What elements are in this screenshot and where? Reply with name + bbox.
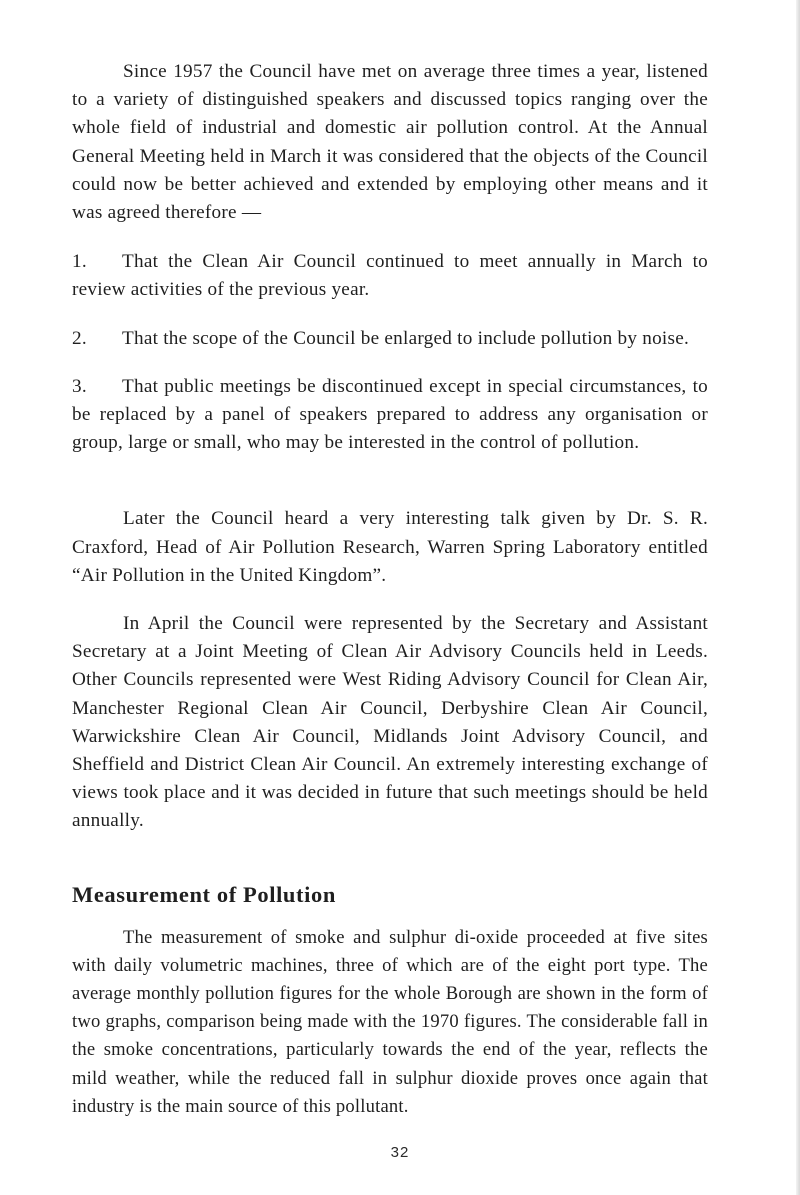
list-item-text: That public meetings be discontinued except in special circumstances, to be replaced by a panel of speakers prepared to address any organisation or group, large or small, who may be interested in the control of pollution. xyxy=(72,375,708,454)
paragraph-measurement: The measurement of smoke and sulphur di-oxide proceeded at five sites with daily volumetric machines, three of which are of the eight port type. The average monthly pollution figures for the whole Borough are shown in the form of two graphs, comparison being made with the 1970 figures. The considerable fall in the smoke concentrations, particularly towards the end of the year, reflects the mild weather, while the reduced fall in sulphur dioxide proves once again that industry is the main source of this pollutant. xyxy=(72,926,708,1117)
paragraph-joint-meeting: In April the Council were represented by the Secretary and Assistant Secretary at a Joint Meeting of Clean Air Advisory Councils held in Leeds. Other Councils represented were West Riding Advisory Council for Clean Air, Manchester Regional Clean Air Council, Derbyshire Clean Air Council, Warwickshire Clean Air Council, Midlands Joint Advisory Council, and Sheffield and District Clean Air Council. An extremely interesting exchange of views took place and it was decided in future that such meetings should be held annually. xyxy=(72,613,708,832)
page-number: 32 xyxy=(390,1144,410,1161)
list-item xyxy=(72,373,708,458)
list-item-number: 1. xyxy=(72,251,87,273)
list-item-number: 2. xyxy=(72,327,87,349)
paragraph-talk: Later the Council heard a very interesting talk given by Dr. S. R. Craxford, Head of Air Pollution Research, Warren Spring Laboratory entitled “Air Pollution in the United Kingdom”. xyxy=(72,508,708,586)
page-edge-shadow xyxy=(796,0,800,1195)
list-item-text: That the scope of the Council be enlarged to include pollution by noise. xyxy=(122,327,690,349)
section-heading: Measurement of Pollution xyxy=(72,881,336,907)
list-item xyxy=(72,325,708,353)
paragraph-council-meetings: Since 1957 the Council have met on average three times a year, listened to a variety of distinguished speakers and discussed topics ranging over the whole field of industrial and domestic air pollution control. At the Annual General Meeting held in March it was considered that the objects of the Council could now be better achieved and extended by employing other means and it was agreed therefore — xyxy=(72,61,708,224)
document-page xyxy=(72,58,708,1121)
list-item-number: 3. xyxy=(72,375,87,397)
list-item xyxy=(72,248,708,304)
list-item-text: That the Clean Air Council continued to meet annually in March to review activities of the previous year. xyxy=(72,251,708,301)
